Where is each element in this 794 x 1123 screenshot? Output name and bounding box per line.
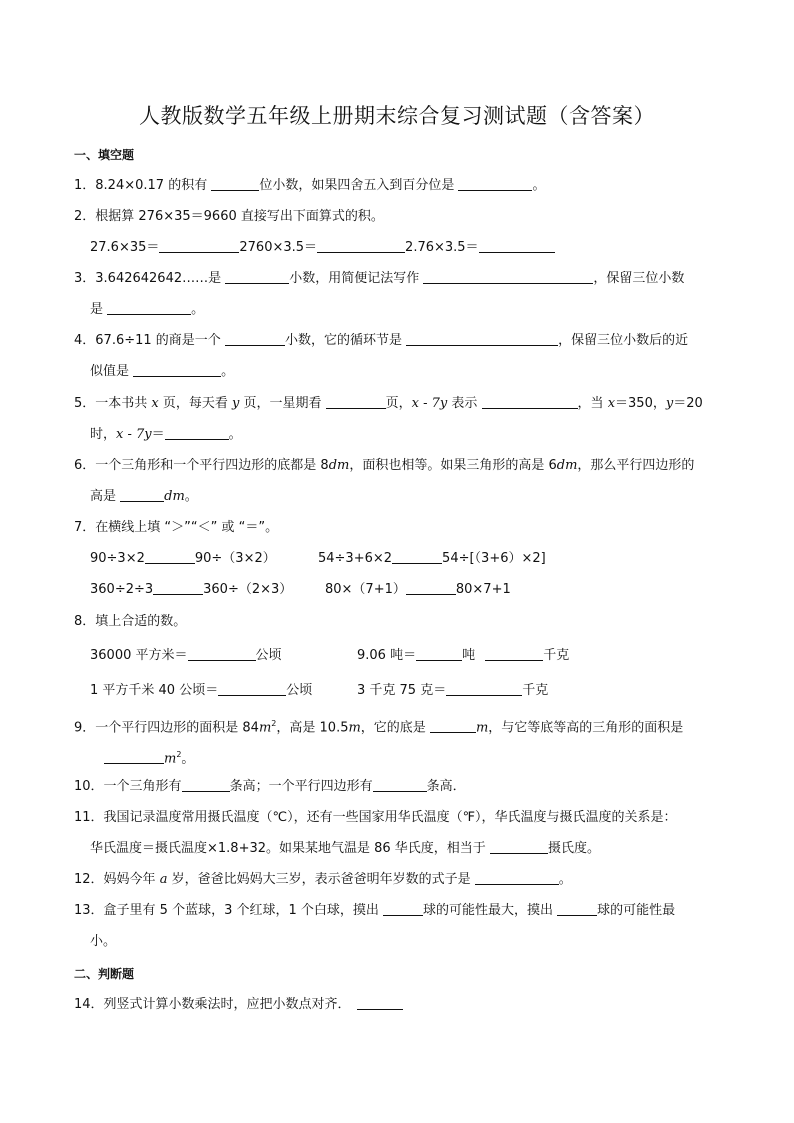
answer-blank[interactable] xyxy=(188,646,256,661)
question-14: 14．列竖式计算小数乘法时，应把小数点对齐． xyxy=(74,995,403,1015)
question-10: 10．一个三角形有 条高；一个平行四边形有 条高． xyxy=(74,779,466,794)
answer-blank[interactable] xyxy=(383,901,423,916)
page-title: 人教版数学五年级上册期末综合复习测试题（含答案） xyxy=(139,104,655,128)
question-5-cont: 时，x - 7y＝ 。 xyxy=(90,427,242,442)
answer-blank[interactable] xyxy=(557,901,597,916)
question-8-row-2b: 3 千克 75 克＝ 千克 xyxy=(357,683,549,698)
answer-blank[interactable] xyxy=(430,718,476,733)
question-7-row-1b: 54÷3+6×2 54÷[（3+6）×2] xyxy=(318,551,546,566)
question-11-cont: 华氏温度＝摄氏温度×1.8+32。如果某地气温是 86 华氏度，相当于 摄氏度。 xyxy=(90,841,600,856)
question-8-row-1a: 36000 平方米＝ 公顷 xyxy=(90,648,282,663)
answer-blank[interactable] xyxy=(182,777,230,792)
answer-blank[interactable] xyxy=(423,269,593,284)
answer-blank[interactable] xyxy=(326,394,386,409)
answer-blank[interactable] xyxy=(165,425,229,440)
question-7-row-2a: 360÷2÷3 360÷（2×3） xyxy=(90,582,293,597)
answer-blank[interactable] xyxy=(104,749,164,764)
question-2: 2．根据算 276×35＝9660 直接写出下面算式的积。 xyxy=(74,209,384,224)
question-6-cont: 高是 dm。 xyxy=(90,489,198,504)
answer-blank[interactable] xyxy=(416,646,462,661)
answer-blank[interactable] xyxy=(107,300,191,315)
question-7-row-1a: 90÷3×2 90÷（3×2） xyxy=(90,551,276,566)
answer-blank[interactable] xyxy=(490,839,548,854)
question-13-cont: 小。 xyxy=(90,934,117,949)
section-judge-heading: 二、判断题 xyxy=(74,967,135,981)
question-8-row-2a: 1 平方千米 40 公顷＝ 公顷 xyxy=(90,683,313,698)
question-6: 6．一个三角形和一个平行四边形的底都是 8dm，面积也相等。如果三角形的高是 6dm，那么平行四边形的 xyxy=(74,458,695,473)
question-2-expressions: 27.6×35＝ 2760×3.5＝ 2.76×3.5＝ xyxy=(90,238,555,258)
answer-blank[interactable] xyxy=(133,362,221,377)
answer-blank[interactable] xyxy=(475,870,559,885)
question-11: 11．我国记录温度常用摄氏温度（℃），还有一些国家用华氏温度（℉），华氏温度与摄氏温度的关系是： xyxy=(74,810,677,825)
question-7-row-2b: 80×（7+1） 80×7+1 xyxy=(325,582,511,597)
answer-blank[interactable] xyxy=(317,238,405,253)
question-4: 4．67.6÷11 的商是一个 小数，它的循环节是 ，保留三位小数后的近 xyxy=(74,333,689,348)
question-4-cont: 似值是 。 xyxy=(90,364,235,379)
question-3-cont: 是 。 xyxy=(90,302,205,317)
answer-blank[interactable] xyxy=(373,777,427,792)
answer-blank[interactable] xyxy=(485,646,543,661)
section-fill-heading: 一、填空题 xyxy=(74,148,135,162)
answer-blank[interactable] xyxy=(159,238,239,253)
answer-blank[interactable] xyxy=(458,176,532,191)
question-8-row-1b: 9.06 吨＝ 吨 千克 xyxy=(357,648,570,663)
question-3: 3．3.642642642……是 小数，用简便记法写作 ，保留三位小数 xyxy=(74,271,685,286)
answer-blank[interactable] xyxy=(406,331,558,346)
answer-blank[interactable] xyxy=(225,331,285,346)
question-7: 7．在横线上填 “＞”“＜” 或 “＝”。 xyxy=(74,520,279,535)
answer-blank[interactable] xyxy=(153,580,203,595)
question-1: 1．8.24×0.17 的积有 位小数，如果四舍五入到百分位是 。 xyxy=(74,178,546,193)
answer-blank[interactable] xyxy=(218,681,286,696)
answer-blank[interactable] xyxy=(479,238,555,253)
answer-blank[interactable] xyxy=(211,176,259,191)
question-13: 13．盒子里有 5 个蓝球，3 个红球，1 个白球，摸出 球的可能性最大，摸出 球的可能性最 xyxy=(74,903,676,918)
answer-blank[interactable] xyxy=(446,681,522,696)
answer-blank[interactable] xyxy=(406,580,456,595)
question-12: 12．妈妈今年 a 岁，爸爸比妈妈大三岁，表示爸爸明年岁数的式子是 。 xyxy=(74,872,572,887)
answer-blank[interactable] xyxy=(357,995,403,1010)
question-8: 8．填上合适的数。 xyxy=(74,614,187,629)
answer-blank[interactable] xyxy=(225,269,289,284)
answer-blank[interactable] xyxy=(392,549,442,564)
question-5: 5．一本书共 x 页，每天看 y 页，一星期看 页，x - 7y 表示 ，当 x＝350，y＝20 xyxy=(74,396,703,411)
question-9: 9．一个平行四边形的面积是 $84m^2$，高是 10.5m，它的底是 m，与它等底等高的三角形的面积是 xyxy=(74,719,684,736)
answer-blank[interactable] xyxy=(482,394,578,409)
answer-blank[interactable] xyxy=(145,549,195,564)
question-9-cont: $m^2$。 xyxy=(104,745,194,769)
answer-blank[interactable] xyxy=(120,487,164,502)
